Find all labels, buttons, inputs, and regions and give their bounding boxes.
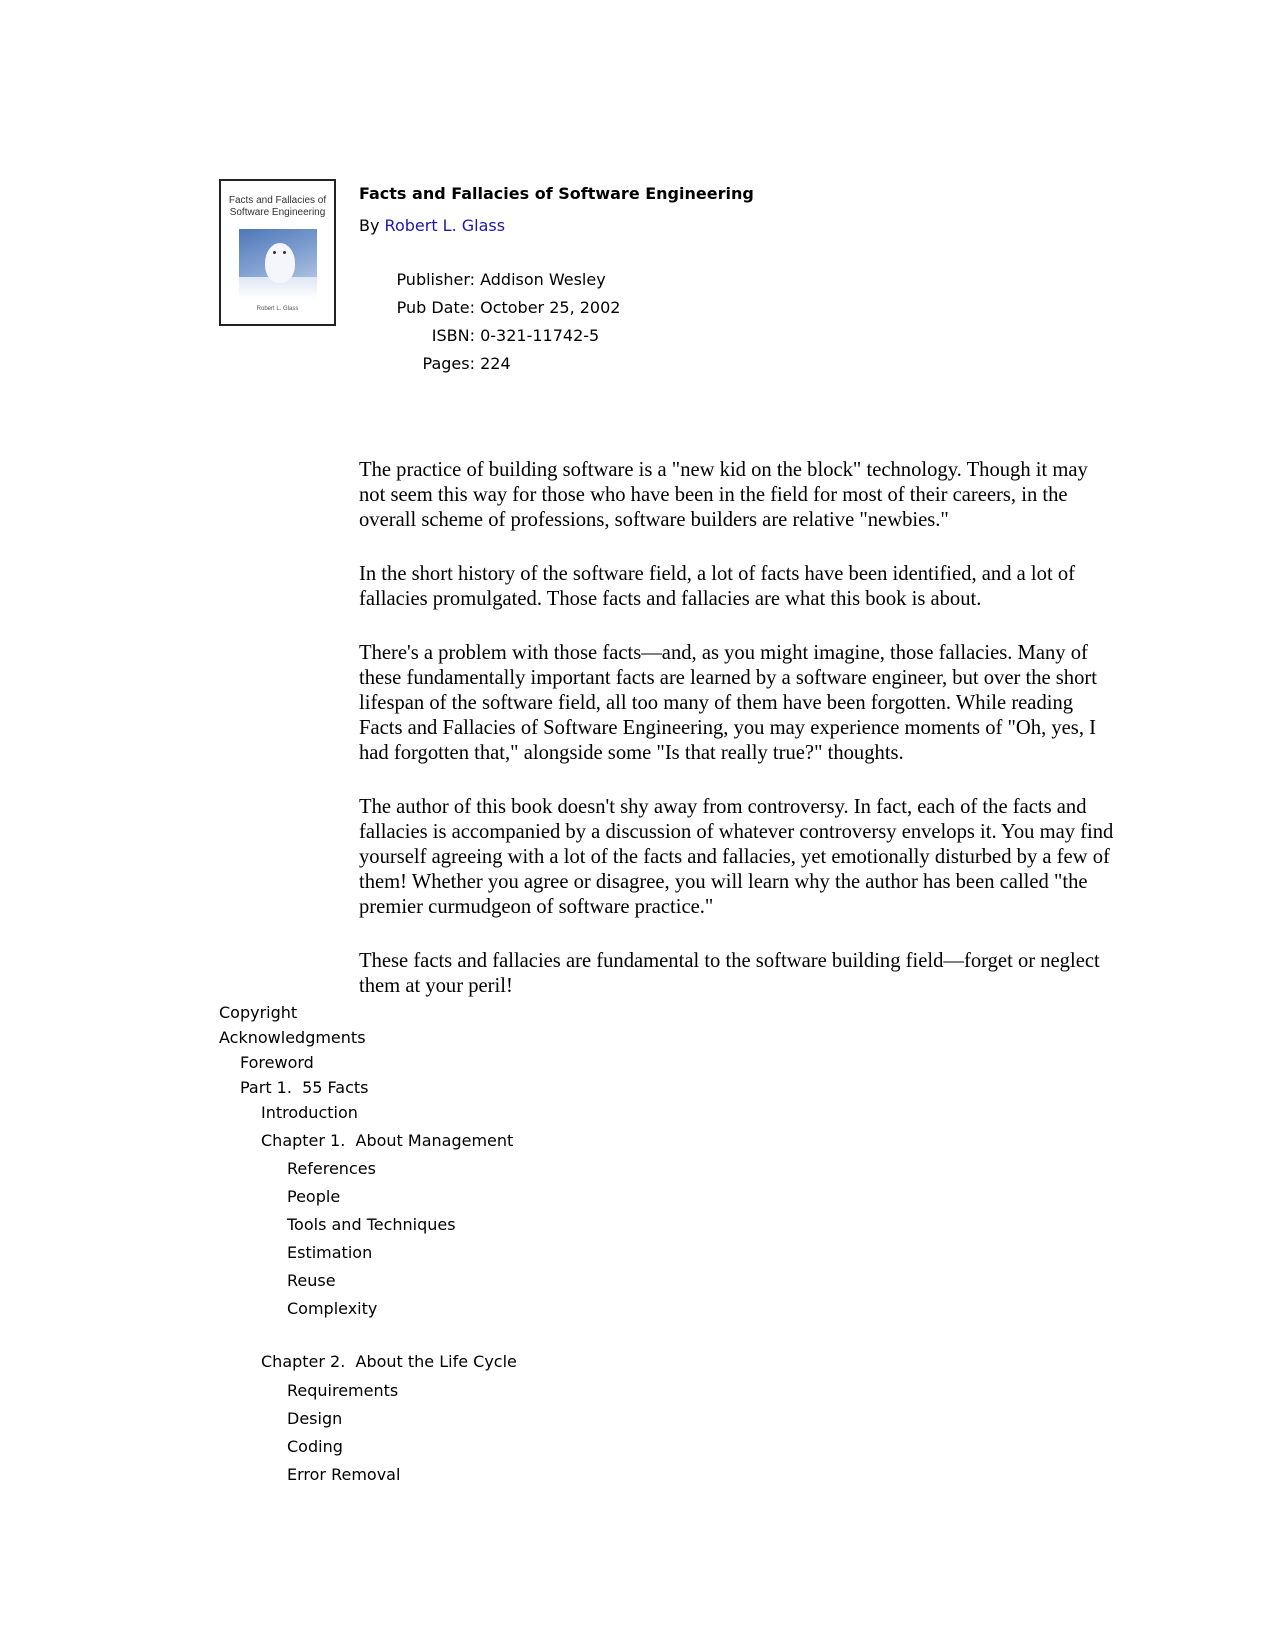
byline [359, 216, 505, 235]
book-title: Facts and Fallacies of Software Engineering [359, 184, 754, 203]
description-paragraph: In the short history of the software field, a lot of facts have been identified, and a lot of fallacies promulgated. Those facts and fallacies are what this book is about. [359, 563, 1075, 610]
cover-title [221, 195, 334, 219]
detail-value: Addison Wesley [480, 270, 606, 289]
detail-label: Publisher: [396, 270, 475, 289]
toc-item-design[interactable]: Design [287, 1409, 343, 1428]
toc-item-foreword[interactable]: Foreword [240, 1053, 314, 1072]
toc-item-chapter-1[interactable]: Chapter 1. About Management [261, 1131, 514, 1150]
description-paragraph: These facts and fallacies are fundamental to the software building field—forget or neglect them at your peril! [359, 950, 1100, 997]
toc-item-requirements[interactable]: Requirements [287, 1381, 399, 1400]
detail-row-publisher [359, 270, 620, 298]
detail-value: 0-321-11742-5 [480, 326, 600, 345]
book-details [359, 270, 620, 382]
toc-item-reuse[interactable]: Reuse [287, 1271, 336, 1290]
toc-item-coding[interactable]: Coding [287, 1437, 343, 1456]
detail-value: 224 [480, 354, 511, 373]
detail-label: ISBN: [431, 326, 475, 345]
detail-value: October 25, 2002 [480, 298, 621, 317]
detail-row-pub-date [359, 298, 620, 326]
cover-title-line-2: Software Engineering [229, 207, 326, 218]
toc-item-copyright[interactable]: Copyright [219, 1003, 298, 1022]
description-paragraph: There's a problem with those facts—and, as you might imagine, those fallacies. Many of these fundamentally important facts are learned by a software engineer, but over the short lifespan of the software field, all too many of them have been forgotten. While reading Facts and Fallacies of Software Engineering, you may experience moments of "Oh, yes, I had forgotten that," alongside some "Is that really true?" thoughts. [359, 642, 1097, 764]
toc-item-chapter-2[interactable]: Chapter 2. About the Life Cycle [261, 1352, 517, 1371]
detail-row-pages [359, 354, 620, 382]
detail-label: Pages: [422, 354, 475, 373]
toc-item-estimation[interactable]: Estimation [287, 1243, 373, 1262]
book-description [359, 458, 1119, 999]
toc-item-acknowledgments[interactable]: Acknowledgments [219, 1028, 366, 1047]
toc-item-references[interactable]: References [287, 1159, 376, 1178]
toc-item-part-1[interactable]: Part 1. 55 Facts [240, 1078, 369, 1097]
cover-owl-picture [239, 229, 317, 299]
description-paragraph: The practice of building software is a "new kid on the block" technology. Though it may not seem this way for those who have been in the field for most of their careers, in the overall scheme of professions, software builders are relative "newbies." [359, 459, 1088, 531]
description-paragraph: The author of this book doesn't shy away from controversy. In fact, each of the facts and fallacies is accompanied by a discussion of whatever controversy envelops it. You may find yourself agreeing with a lot of the facts and fallacies, yet emotionally disturbed by a few of them! Whether you agree or disagree, you will learn why the author has been called "the premier curmudgeon of software practice." [359, 796, 1114, 918]
author-link[interactable]: Robert L. Glass [384, 216, 506, 235]
cover-title-line-1: Facts and Fallacies of [228, 195, 327, 206]
toc-item-error-removal[interactable]: Error Removal [287, 1465, 401, 1484]
cover-author: Robert L. Glass [256, 306, 299, 312]
toc-item-tools-and-techniques[interactable]: Tools and Techniques [287, 1215, 456, 1234]
detail-label: Pub Date: [396, 298, 475, 317]
toc-item-complexity[interactable]: Complexity [287, 1299, 378, 1318]
toc-item-introduction[interactable]: Introduction [261, 1103, 358, 1122]
book-cover-image [219, 179, 336, 326]
by-label: By [359, 216, 380, 235]
toc-item-people[interactable]: People [287, 1187, 341, 1206]
detail-row-isbn [359, 326, 620, 354]
